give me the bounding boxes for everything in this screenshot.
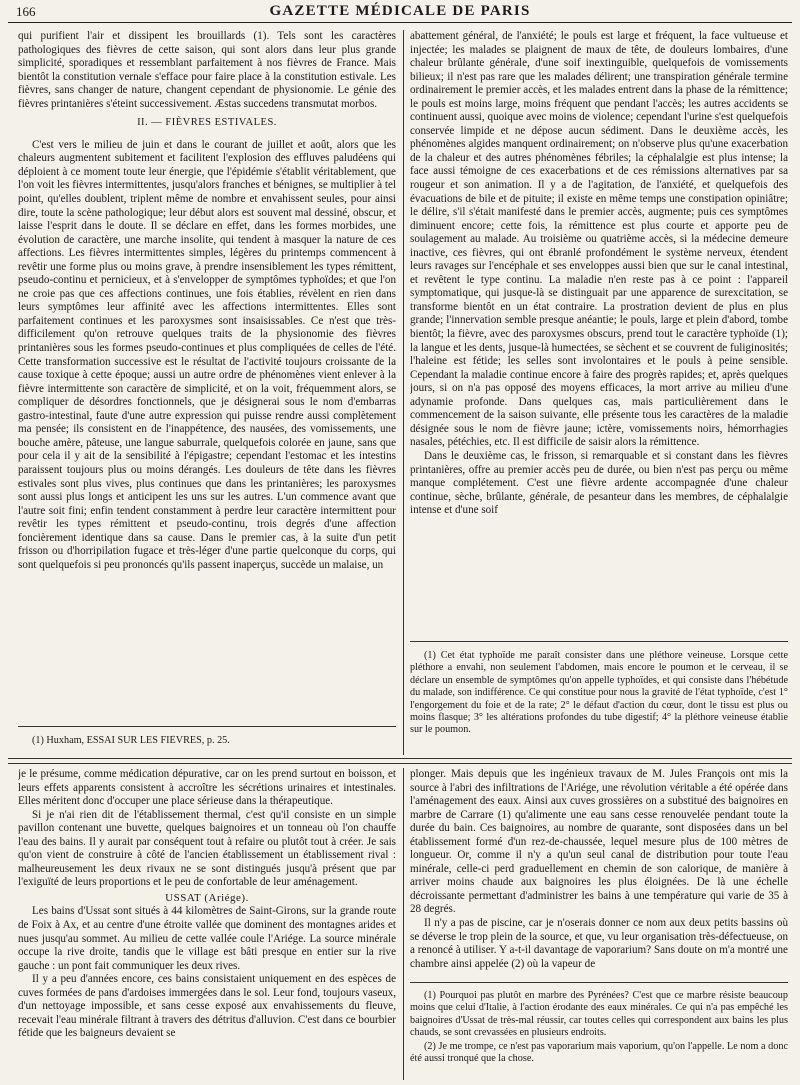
bottom-left-column — [18, 768, 396, 1082]
paragraph: C'est vers le milieu de juin et dans le courant de juillet et août, alors que les chaleurs augmentent subitement et facilitent l'explosion des effluves paludéens qui déploient à ce moment toute leur énergie, que l'épidémie s'établit véritablement, que l'on voit les fièvres intermittentes, jusqu'alors franches et bénignes, se multiplier à tel point, qu'elles doublent, triplent même de nombre et envahissent seules, pour ainsi dire, toute la scène pathologique; leur début alors est souvent mal dessiné, obscur, et laisse l'esprit dans le doute. Il se déclare en effet, dans les formes morbides, une évolution de caractère, une marche insolite, qui tendent à masquer la nature de ces affections. Les fièvres intermittentes simples, légères du printemps commencent à revêtir une forme plus ou moins grave, à prendre insensiblement les types rémittent, pseudo-continu et pernicieux, et à s'envelopper de symptômes typhoïdes; et que l'on ne croie pas que ces affections continues, une fois établies, révèlent en rien dans leurs symptômes leur affinité avec les affections intermittentes. Elles sont parfaitement continues et les paroxysmes sont insaisissables. Ce n'est que très-difficilement qu'on retrouve quelques traits de la physionomie des fièvres printanières sous les formes pseudo-continues et plus compliquées de celles de l'été. Cette transformation successive est le résultat de l'activité toujours croissante de la cause toxique à cette époque; aussi un autre ordre de phénomènes vient enlever à la fièvre intermittente son caractère de simplicité, et on la voit, fréquemment alors, se compliquer de désordres fonctionnels, que je désignerai sous le nom d'embarras gastro-intestinal, faute d'une autre expression qui puisse rendre aussi complètement ma pensée; ils consistent en de l'inappétence, des nausées, des vomissements, une bouche amère, pâteuse, une langue saburrale, quelquefois colorée en jaune, sans que pour cela il y ait de la sensibilité à l'épigastre; cependant l'estomac et les intestins paraissent toujours plus ou moins dérangés. Les douleurs de tête dans les fièvres estivales sont plus vives, plus continues que dans les printanières; les paroxysmes sont aussi plus longs et anticipent les uns sur les autres. L'un commence avant que l'autre soit fini; enfin tendent constamment à perdre leur caractère intermittent pour revêtir les types rémittent et pseudo-continu, trois degrés d'une affection foncièrement identique dans sa cause. Dans le premier cas, à la suite d'un petit frisson ou d'horripilation fugace et très-léger d'une partie quelconque du corps, qui sont quelquefois si peu prononcés qu'ils passent inaperçus, succède un malaise, un — [18, 138, 396, 571]
column-divider — [403, 768, 404, 1080]
paragraph: Il n'y a pas de piscine, car je n'oserais donner ce nom aux deux petits bassins où se déverse le trop plein de la source, et que, vu leur organisation très-défectueuse, on a renoncé à utiliser. Y a-t-il davantage de vaporarium? Sans doute on m'a montré une chambre ainsi appelée (2) où la vapeur de — [410, 917, 788, 970]
column-divider — [403, 30, 404, 755]
footnote: (1) Huxham, ESSAI SUR LES FIÈVRES, p. 25. — [32, 735, 230, 746]
paragraph: Il y a peu d'années encore, ces bains consistaient uniquement en des espèces de cuves formées de pans d'ardoises immergées dans le sol. Leur fond, toujours vaseux, d'un nettoyage impossible, et sans cesse exposé aux envahissements du fleuve, recevait l'eau minérale filtrant à travers des détritus d'alluvion. C'est dans ce bourbier fétide que les baigneurs devaient se — [18, 973, 396, 1040]
paragraph: Si je n'ai rien dit de l'établissement thermal, c'est qu'il consiste en un simple pavillon contenant une buvette, quelques baignoires et un tonneau où l'on chauffe l'eau des bains. Il y aurait par conséquent tout à refaire ou plutôt tout à créer. Je sais qu'on vient de construire à côté de l'ancien établissement un établissement rival : malheureusement les deux rivaux ne se sont distingués jusqu'à présent que par l'exiguïté de leurs proportions et le peu de confortable de leur aménagement. — [18, 808, 396, 889]
page-header — [8, 2, 792, 23]
paragraph: qui purifient l'air et dissipent les brouillards (1). Tels sont les caractères pathologiques des fièvres de cette saison, qui sont alors dans leur plus grande simplicité, sporadiques et ressemblant parfaitement à nos fièvres de France. Mais bientôt la constitution vernale s'efface pour faire place à la constitution estivale. Les fièvres, sans changer de nature, changent cependant de physionomie. Le génie des fièvres printanières s'éteint successivement. Æstas succedens transmutat morbos. — [18, 30, 396, 110]
footnote-rule — [18, 726, 396, 727]
paragraph: je le présume, comme médication dépurative, car on les prend surtout en boisson, et leurs effets apparents consistent à accroître les sécrétions urinaires et intestinales. Elles méritent donc d'occuper une place sérieuse dans la thérapeutique. — [18, 768, 396, 808]
section-separator — [8, 758, 792, 764]
journal-title: GAZETTE MÉDICALE DE PARIS — [269, 3, 531, 19]
footnote: (1) Pourquoi pas plutôt en marbre des Pyrénées? C'est que ce marbre résiste beaucoup moins que celui d'Italie, à l'action érodante des eaux minérales. Ce qui n'a pas empêché les baignoires d'Ussat de très-mal réussir, car toutes celles qui correspondent aux bains les plus chauds, se sont crevassées en plusieurs endroits. — [410, 990, 788, 1039]
bottom-footnotes — [410, 990, 788, 1082]
footnote: (1) Cet état typhoïde me paraît consister dans une pléthore veineuse. Lorsque cette pléthore a envahi, non seulement l'abdomen, mais encore le poumon et le cerveau, il se déclare un ensemble de symptômes qu'on appelle typhoïdes, et qui consiste dans l'hébétude du malade, son indifférence. Ce qui constitue pour nous la gravité de l'état typhoïde, c'est 1° l'engorgement du foie et de la rate; 2° le défaut d'action du cœur, dont le tissu est plus ou moins flasque; 3° les altérations profondes du tube digestif; 4° la pléthore veineuse établie sur le poumon. — [410, 650, 788, 736]
footnote: (2) Je me trompe, ce n'est pas vaporarium mais vaporium, qu'on l'appelle. Le nom a donc été aussi tronqué que la chose. — [410, 1040, 788, 1065]
left-footnote — [18, 735, 396, 751]
paragraph: plonger. Mais depuis que les ingénieux travaux de M. Jules François ont mis la source à l'abri des infiltrations de l'Ariége, une révolution véritable a été opérée dans l'aménagement des eaux. Ainsi aux cuves grossières on a substitué des baignoires en marbre de Carrare (1) qu'alimente une eau sans cesse renouvelée pendant toute la durée du bain. Ces baignoires, au nombre de quarante, sont disposées dans un bel établissement formé d'un rez-de-chaussée, lequel mesure plus de 100 mètres de longueur. Or, comme il n'y a qu'un seul canal de distribution pour toute l'eau minérale, celle-ci perd graduellement en chemin de son calorique, de manière à arriver moins chaude aux baignoires les plus éloignées. De là une échelle décroissante permettant d'administrer les bains à une température qui varie de 35 à 28 degrés. — [410, 768, 788, 916]
section-heading: II. — FIÈVRES ESTIVALES. — [137, 117, 277, 129]
paragraph: Les bains d'Ussat sont situés à 44 kilomètres de Saint-Girons, sur la grande route de Foix à Ax, et au centre d'une étroite vallée que dominent des montagnes arides et nues jusqu'au sommet. Au milieu de cette vallée coule l'Ariége. La source minérale occupe la rive droite, tandis que le village est bâti presque en entier sur la rive gauche : un pont fait communiquer les deux rives. — [18, 905, 396, 972]
left-column — [18, 30, 396, 732]
footnote-rule — [410, 641, 788, 642]
section-heading: USSAT (Ariége). — [165, 891, 249, 904]
paragraph: Dans le deuxième cas, le frisson, si remarquable et si constant dans les fièvres printanières, offre au premier accès peu de durée, ou bien n'est pas perçu ou même manque complétement. C'est une fièvre ardente accompagnée d'une chaleur continue, sèche, brûlante, générale, de pesanteur dans les membres, de céphalalgie intense et d'une soif — [410, 449, 788, 517]
footnote-rule — [410, 982, 788, 983]
right-column — [410, 30, 788, 632]
bottom-right-column — [410, 768, 788, 978]
page-number: 166 — [16, 4, 36, 19]
paragraph: abattement général, de l'anxiété; le pouls est large et fréquent, la face vultueuse et injectée; les malades se plaignent de maux de tête, de douleurs lombaires, d'une chaleur brûlante générale, d'une soif inextinguible, quelquefois de vomissements bilieux; il n'est pas rare que les malades délirent; une transpiration générale termine ordinairement le premier accès, et les malades entrent dans la phase de la rémittence; le pouls est moins large, moins fréquent que pendant l'accès; les autres accidents se continuent aussi, quoique avec moins de violence; cependant l'urine s'est quelquefois conservée limpide et ne dépose aucun sédiment. Dans le deuxième accès, les phénomènes algides manquent ordinairement; on n'observe plus qu'une exacerbation de la chaleur et des autres phénomènes fébriles; la céphalalgie est plus intense; la face aussi témoigne de ces exacerbations et de ces rémissions alternatives par sa rougeur et son animation. Il y a de l'agitation, de l'anxiété, et quelquefois des évacuations de bile et de pituite; il existe en même temps une constipation opiniâtre; le délire, s'il s'était manifesté dans le premier accès, augmente; puis ces symptômes diminuent encore; cette fois, la rémittence est plus courte et apporte peu de soulagement au malade. Au troisième ou quatrième accès, si la médecine demeure inactive, ces fièvres, qui ont ébranlé profondément le système nerveux, étendent leurs ravages sur l'encéphale et ses enveloppes aussi bien que sur le canal intestinal, et revêtent le type continu. La maladie n'en reste pas à ce point : l'appareil symptomatique, qui jusque-là se distinguait par une apparence de surexcitation, se transforme bientôt en un état contraire. La prostration devient de plus en plus grande; l'innervation semble presque anéantie; le pouls, large et plein d'abord, tombe bientôt; la fièvre, avec des paroxysmes obscurs, prend tout le caractère typhoïde (1); la langue et les dents, jusque-là humectées, se sèchent et se couvrent de fuliginosités; l'haleine est fétide; les selles sont involontaires et le pouls à peine sensible. Cependant la maladie continue encore à faire des progrès rapides; et, après quelques jours, si on n'a pas opposé des moyens efficaces, la mort arrive au milieu d'une adynamie profonde. Dans quelques cas, mais particulièrement dans le commencement de la saison suivante, elle présente tous les caractères de la maladie désignée sous le nom de fièvre jaune; ictère, vomissements noirs, hémorrhagies nasales, pétéchies, etc. Il est difficile de saisir alors la rémittence. — [410, 30, 788, 449]
right-footnote — [410, 650, 788, 750]
